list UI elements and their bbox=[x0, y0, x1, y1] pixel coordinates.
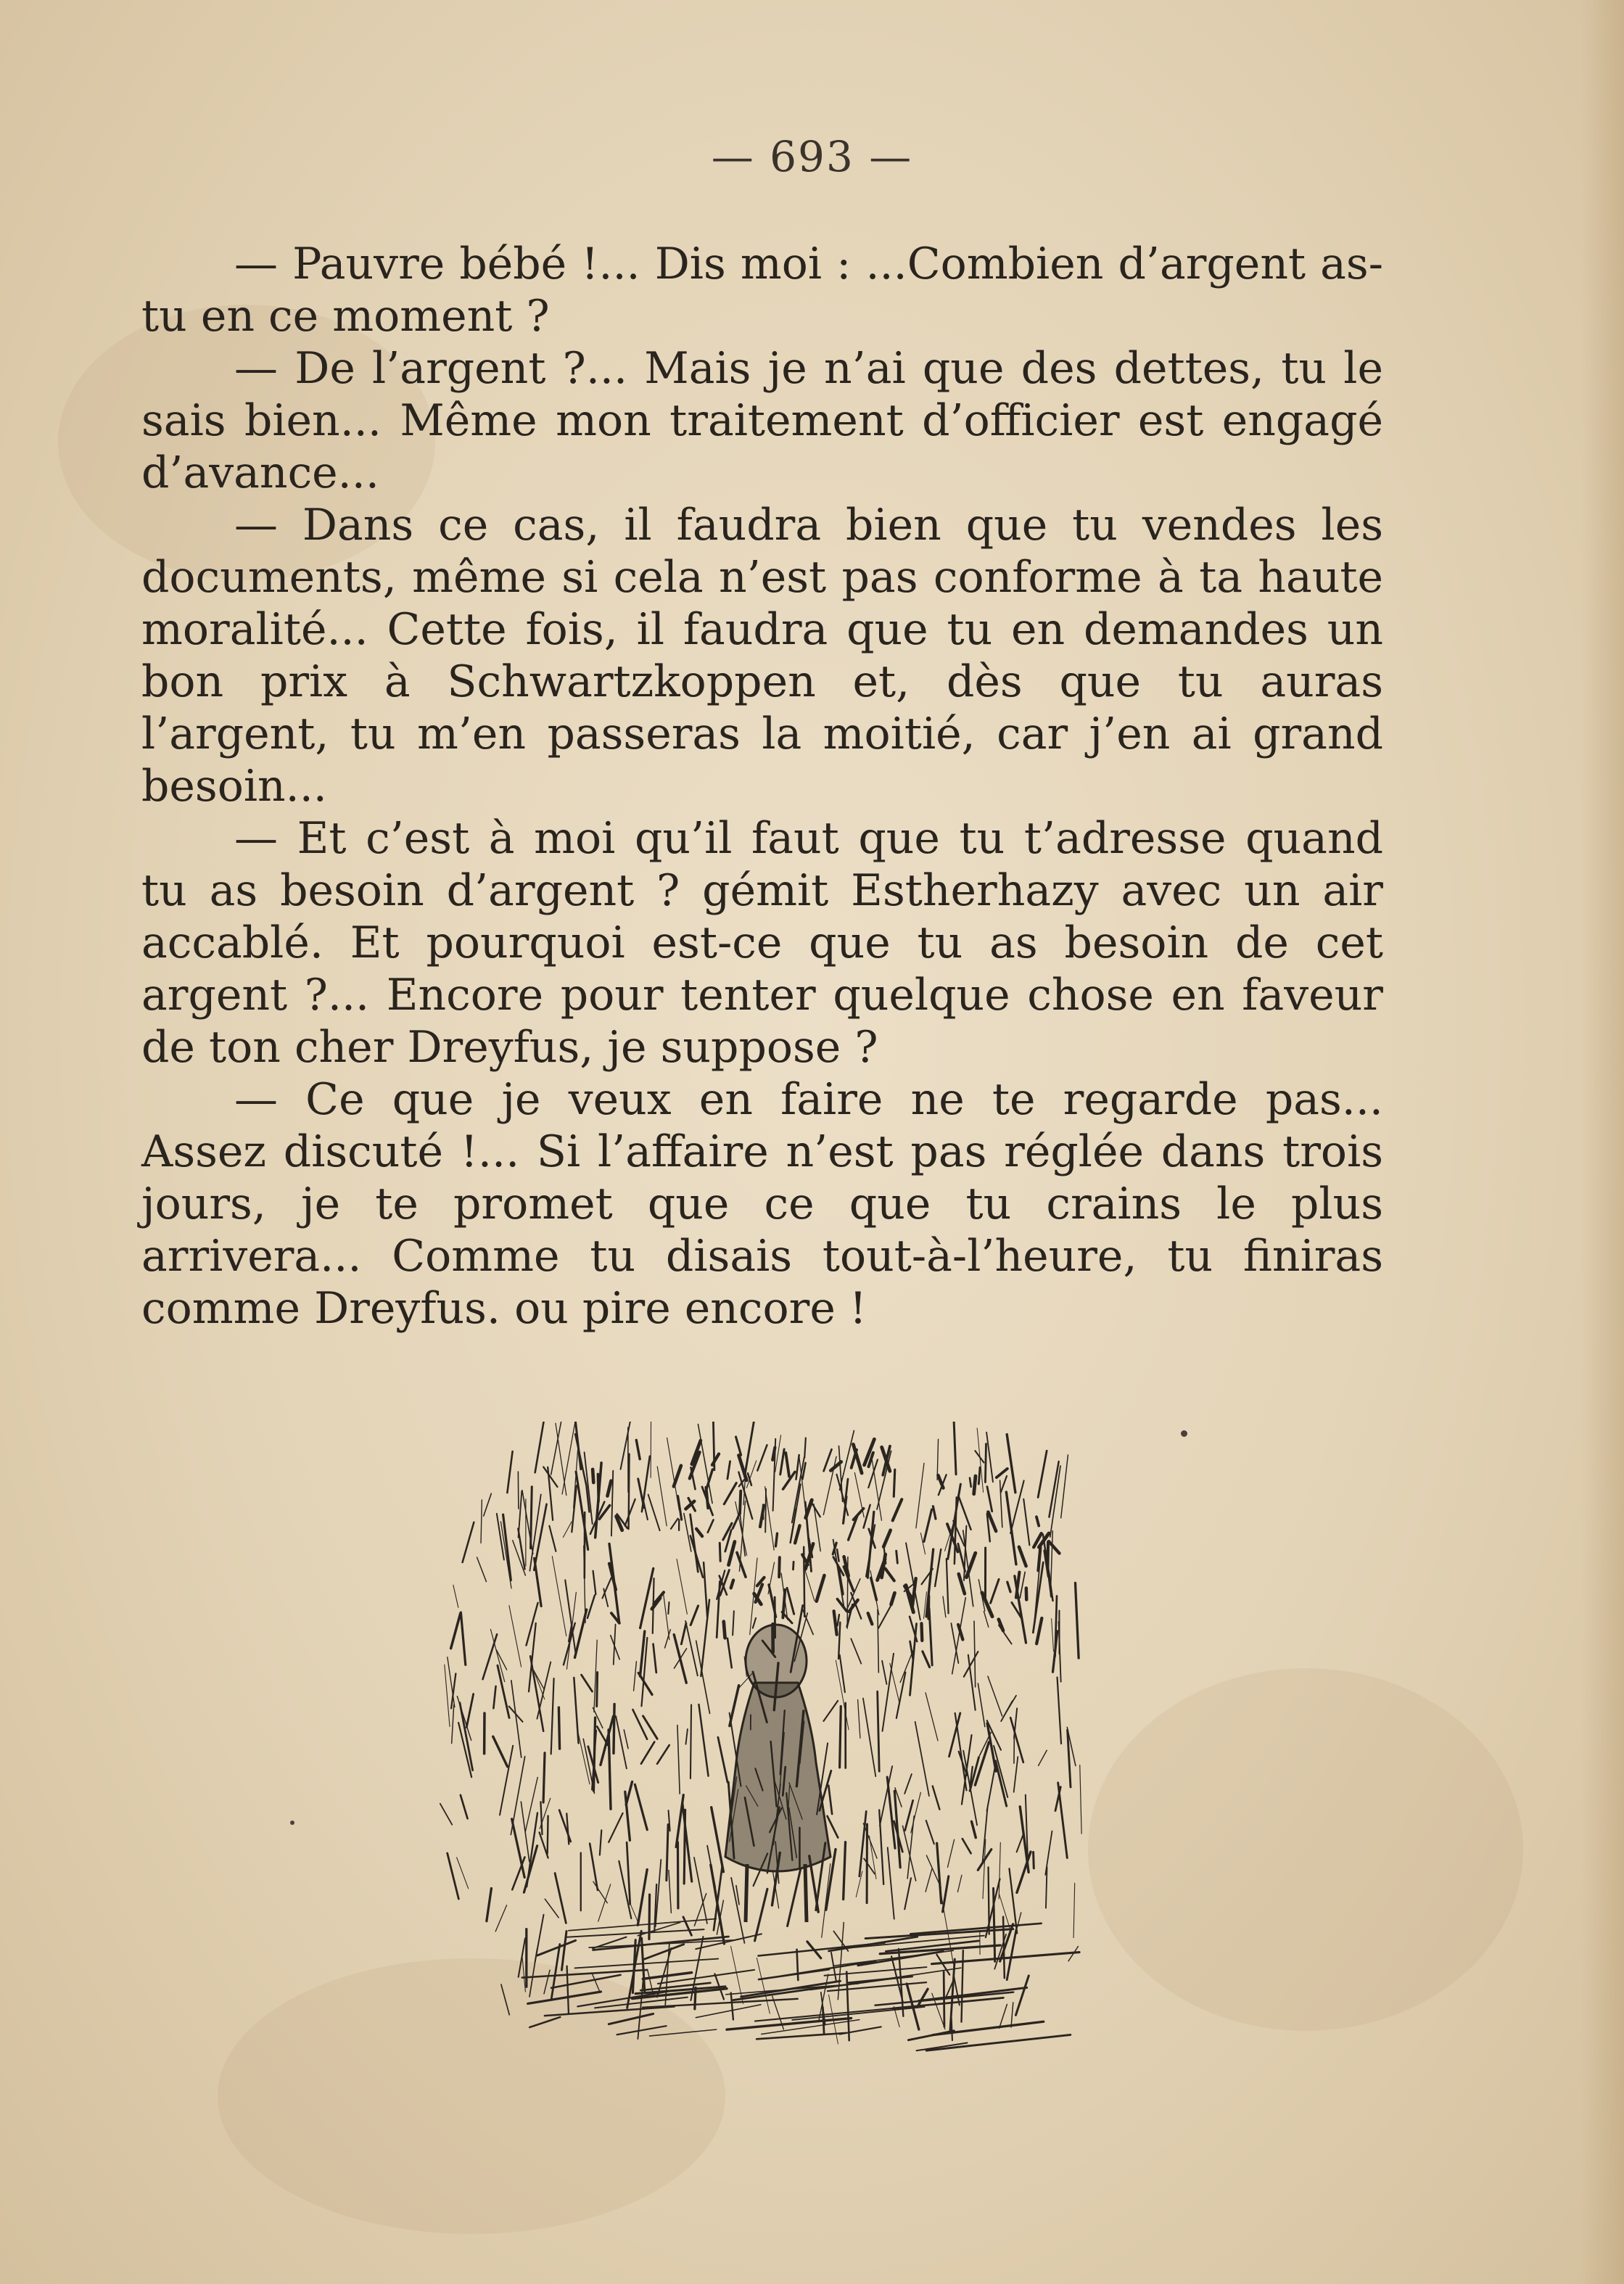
ground-hatch bbox=[551, 1975, 620, 1988]
foliage-stroke bbox=[999, 1620, 1003, 1630]
grass-stroke bbox=[685, 1729, 687, 1744]
grass-stroke bbox=[483, 1634, 498, 1679]
grass-stroke bbox=[451, 1613, 461, 1648]
grass-stroke bbox=[634, 1662, 637, 1691]
foliage-stroke bbox=[837, 1599, 846, 1612]
page-edge-shadow bbox=[1580, 0, 1624, 2284]
grass-stroke bbox=[530, 1656, 543, 1731]
foliage-stroke bbox=[817, 1575, 825, 1601]
ground-hatch bbox=[932, 1953, 1079, 1964]
grass-stroke bbox=[727, 1638, 732, 1668]
grass-stroke bbox=[1007, 1435, 1015, 1493]
foliage-stroke bbox=[938, 1475, 943, 1488]
ground-hatch bbox=[926, 2034, 1071, 2050]
foliage-stroke bbox=[724, 1622, 725, 1638]
grass-stroke bbox=[878, 1602, 892, 1628]
grass-stroke bbox=[712, 1807, 724, 1872]
grass-stroke bbox=[838, 1446, 842, 1502]
grass-stroke bbox=[1052, 1619, 1054, 1652]
grass-stroke bbox=[902, 1826, 915, 1881]
grass-stroke bbox=[957, 1875, 962, 1892]
foliage-stroke bbox=[779, 1557, 780, 1577]
grass-stroke bbox=[1080, 1765, 1081, 1834]
grass-stroke bbox=[448, 1657, 455, 1707]
grass-stroke bbox=[851, 1638, 861, 1663]
ground-hatch bbox=[782, 1961, 875, 1976]
grass-stroke bbox=[1016, 1913, 1021, 1931]
grass-stroke bbox=[757, 1445, 767, 1470]
grass-stroke bbox=[905, 1800, 913, 1830]
foliage-stroke bbox=[636, 1440, 640, 1459]
grass-stroke bbox=[838, 1623, 840, 1659]
foliage-stroke bbox=[787, 1588, 794, 1614]
grass-stroke bbox=[1010, 1480, 1023, 1533]
grass-stroke bbox=[838, 1922, 844, 1999]
grass-stroke bbox=[677, 1559, 687, 1615]
grass-stroke bbox=[988, 1676, 1002, 1716]
grass-stroke bbox=[691, 1514, 698, 1572]
body-text bbox=[141, 238, 1383, 1335]
ground-hatch bbox=[696, 2005, 761, 2018]
grass-stroke bbox=[551, 1678, 554, 1754]
grass-stroke bbox=[1061, 1455, 1068, 1518]
grass-stroke bbox=[858, 1699, 860, 1738]
grass-stroke bbox=[797, 1950, 799, 1980]
ink-speck bbox=[290, 1821, 294, 1825]
grass-stroke bbox=[978, 1683, 984, 1727]
grass-stroke bbox=[524, 1846, 537, 1892]
grass-stroke bbox=[457, 1858, 469, 1889]
foliage-stroke bbox=[824, 1449, 832, 1471]
ground-hatch bbox=[658, 1970, 754, 1984]
grass-stroke bbox=[566, 1813, 569, 1844]
grass-stroke bbox=[828, 1786, 832, 1814]
paragraph: — Ce que je veux en faire ne te regarde pas... Assez discuté !... Si l’affaire n’est pas réglée dans trois jours, je te promet que ce que tu crains le plus arrivera... Comme tu disais tout-à-l’heure, tu finiras comme Dreyfus. ou pire encore ! bbox=[141, 1074, 1383, 1334]
grass-stroke bbox=[1006, 1492, 1016, 1564]
grass-stroke bbox=[448, 1853, 459, 1899]
grass-stroke bbox=[1045, 1831, 1052, 1875]
grass-stroke bbox=[657, 1467, 667, 1526]
grass-stroke bbox=[495, 1905, 506, 1931]
foliage-stroke bbox=[674, 1466, 681, 1487]
grass-stroke bbox=[654, 1644, 656, 1673]
grass-stroke bbox=[918, 1989, 928, 2005]
ground-hatch bbox=[609, 2014, 653, 2024]
grass-stroke bbox=[972, 1821, 976, 1837]
grass-stroke bbox=[691, 1536, 703, 1578]
grass-stroke bbox=[840, 1707, 841, 1768]
grass-stroke bbox=[923, 1652, 930, 1667]
grass-stroke bbox=[768, 1562, 774, 1594]
foliage-stroke bbox=[853, 1509, 863, 1520]
grass-stroke bbox=[638, 1869, 647, 1925]
grass-stroke bbox=[937, 1843, 941, 1903]
grass-stroke bbox=[823, 1701, 838, 1721]
grass-stroke bbox=[915, 1722, 929, 1796]
grass-stroke bbox=[597, 1673, 598, 1707]
grass-stroke bbox=[943, 1596, 946, 1617]
foliage-stroke bbox=[1036, 1618, 1042, 1644]
ground-hatch bbox=[733, 1987, 826, 2000]
grass-stroke bbox=[582, 1675, 593, 1691]
grass-stroke bbox=[601, 1716, 614, 1765]
grass-stroke bbox=[540, 1802, 542, 1834]
grass-stroke bbox=[664, 1594, 669, 1640]
grass-stroke bbox=[600, 1830, 601, 1855]
foliage-stroke bbox=[891, 1593, 895, 1604]
grass-stroke bbox=[487, 1889, 492, 1921]
grass-stroke bbox=[543, 1467, 557, 1487]
ground-hatch bbox=[757, 2033, 846, 2039]
grass-stroke bbox=[863, 1823, 877, 1858]
ground-hatch bbox=[522, 1970, 647, 1978]
foliage-stroke bbox=[1019, 1547, 1026, 1566]
grass-stroke bbox=[565, 1580, 576, 1654]
foliage-stroke bbox=[780, 1449, 784, 1475]
grass-stroke bbox=[640, 1568, 654, 1628]
foliage-stroke bbox=[1007, 1582, 1010, 1592]
grass-stroke bbox=[947, 1839, 954, 1867]
grass-stroke bbox=[635, 1784, 647, 1829]
foliage-stroke bbox=[638, 1479, 644, 1508]
ground-hatch bbox=[644, 1945, 684, 1960]
grass-stroke bbox=[963, 1839, 971, 1853]
grass-stroke bbox=[999, 1895, 1010, 1928]
grass-stroke bbox=[529, 1949, 537, 1997]
foliage-stroke bbox=[893, 1499, 902, 1520]
grass-stroke bbox=[609, 1813, 622, 1842]
child-in-grass-engraving bbox=[435, 1422, 1102, 2074]
grass-stroke bbox=[822, 1864, 830, 1938]
grass-stroke bbox=[1017, 1835, 1023, 1852]
foliage-stroke bbox=[974, 1476, 976, 1494]
grass-stroke bbox=[503, 1514, 511, 1580]
grass-stroke bbox=[987, 1765, 996, 1811]
grass-stroke bbox=[731, 1993, 733, 2020]
grass-stroke bbox=[549, 1526, 556, 1551]
foliage-stroke bbox=[997, 1469, 1007, 1477]
foliage-stroke bbox=[731, 1580, 733, 1588]
foliage-stroke bbox=[894, 1469, 895, 1496]
grass-stroke bbox=[1023, 1499, 1029, 1546]
grass-stroke bbox=[453, 1585, 458, 1607]
ground-hatch bbox=[617, 2026, 666, 2034]
foliage-stroke bbox=[607, 1481, 611, 1496]
grass-stroke bbox=[452, 1704, 454, 1743]
grass-stroke bbox=[632, 1940, 635, 1993]
grass-stroke bbox=[904, 1774, 912, 1794]
grass-stroke bbox=[1058, 1783, 1068, 1858]
grass-stroke bbox=[878, 1691, 880, 1771]
grass-stroke bbox=[882, 1661, 886, 1684]
grass-stroke bbox=[552, 1557, 566, 1636]
grass-stroke bbox=[730, 1686, 739, 1726]
grass-stroke bbox=[531, 1487, 532, 1549]
grass-stroke bbox=[558, 1707, 559, 1749]
foliage-stroke bbox=[760, 1505, 764, 1527]
grass-stroke bbox=[1073, 1883, 1075, 1937]
ground-hatch bbox=[567, 1929, 704, 1937]
grass-stroke bbox=[755, 1889, 767, 1940]
grass-stroke bbox=[701, 1600, 709, 1676]
grass-stroke bbox=[461, 1795, 468, 1818]
foliage-stroke bbox=[883, 1530, 891, 1547]
ground-hatch bbox=[569, 1919, 716, 1931]
foliage-stroke bbox=[691, 1606, 698, 1625]
grass-stroke bbox=[996, 1761, 1007, 1806]
grass-stroke bbox=[535, 1422, 546, 1472]
grass-stroke bbox=[445, 1665, 450, 1726]
foliage-stroke bbox=[987, 1487, 992, 1512]
grass-stroke bbox=[648, 1495, 660, 1531]
paper-stain bbox=[1088, 1668, 1523, 2031]
grass-stroke bbox=[641, 1742, 654, 1764]
grass-stroke bbox=[481, 1500, 482, 1543]
grass-stroke bbox=[521, 1802, 529, 1862]
grass-stroke bbox=[592, 1973, 600, 1992]
ground-hatch bbox=[593, 1937, 729, 1950]
grass-stroke bbox=[788, 1868, 801, 1926]
ground-hatch bbox=[537, 1940, 576, 1955]
foliage-stroke bbox=[625, 1499, 635, 1526]
grass-stroke bbox=[935, 1549, 941, 1586]
foliage-stroke bbox=[740, 1491, 741, 1514]
grass-stroke bbox=[667, 1824, 668, 1880]
ground-hatch bbox=[528, 1992, 601, 2003]
foliage-stroke bbox=[834, 1611, 837, 1634]
grass-stroke bbox=[493, 1736, 508, 1766]
foliage-stroke bbox=[708, 1520, 714, 1532]
grass-stroke bbox=[519, 1938, 525, 1976]
grass-stroke bbox=[627, 1842, 630, 1904]
grass-stroke bbox=[698, 1704, 708, 1776]
grass-stroke bbox=[926, 1821, 934, 1844]
grass-stroke bbox=[674, 1635, 686, 1683]
grass-stroke bbox=[694, 1858, 707, 1924]
grass-stroke bbox=[926, 1693, 938, 1741]
foliage-stroke bbox=[753, 1618, 756, 1628]
grass-stroke bbox=[498, 1665, 509, 1718]
foliage-stroke bbox=[871, 1578, 877, 1600]
page-number: — 693 — bbox=[711, 132, 913, 181]
ground-hatch bbox=[919, 1987, 1027, 2000]
foliage-stroke bbox=[1016, 1572, 1019, 1598]
foliage-stroke bbox=[1001, 1476, 1007, 1492]
grass-stroke bbox=[986, 1432, 993, 1482]
grass-stroke bbox=[883, 1654, 894, 1731]
grass-stroke bbox=[593, 1718, 595, 1791]
ink-speck bbox=[1181, 1430, 1187, 1437]
grass-stroke bbox=[1011, 2003, 1013, 2027]
grass-stroke bbox=[745, 1422, 757, 1477]
foliage-stroke bbox=[786, 1453, 789, 1477]
grass-stroke bbox=[556, 1423, 566, 1495]
grass-stroke bbox=[683, 1917, 691, 1935]
grass-stroke bbox=[440, 1804, 452, 1825]
foliage-stroke bbox=[837, 1549, 838, 1561]
foliage-stroke bbox=[736, 1437, 741, 1455]
grass-stroke bbox=[632, 1710, 647, 1739]
foliage-stroke bbox=[978, 1467, 980, 1484]
grass-stroke bbox=[551, 1944, 560, 1999]
foliage-stroke bbox=[588, 1595, 595, 1617]
grass-stroke bbox=[904, 1878, 911, 1909]
grass-stroke bbox=[724, 1483, 736, 1504]
grass-stroke bbox=[543, 1753, 545, 1802]
grass-stroke bbox=[572, 1485, 577, 1532]
grass-stroke bbox=[1058, 1677, 1061, 1744]
grass-stroke bbox=[657, 1948, 671, 1997]
grass-stroke bbox=[616, 1716, 627, 1768]
grass-stroke bbox=[954, 1976, 960, 2005]
grass-stroke bbox=[994, 1888, 995, 1961]
grass-stroke bbox=[1038, 1451, 1047, 1497]
grass-stroke bbox=[888, 1847, 894, 1918]
grass-stroke bbox=[624, 1730, 628, 1749]
grass-stroke bbox=[563, 1522, 572, 1537]
grass-stroke bbox=[677, 1726, 680, 1794]
grass-stroke bbox=[621, 1422, 634, 1469]
grass-stroke bbox=[507, 1451, 512, 1493]
grass-stroke bbox=[1015, 1976, 1029, 2015]
foliage-stroke bbox=[668, 1602, 669, 1614]
foliage-stroke bbox=[737, 1552, 746, 1577]
grass-stroke bbox=[731, 1878, 744, 1943]
grass-stroke bbox=[926, 1869, 932, 1892]
ground-hatch bbox=[828, 1982, 926, 1991]
foliage-stroke bbox=[733, 1611, 734, 1635]
paragraph: — Et c’est à moi qu’il faut que tu t’adresse quand tu as besoin d’argent ? gémit Estherhazy avec un air accablé. Et pourquoi est-ce que tu as besoin de cet argent ?... Encore pour tenter quelque chose en faveur de ton cher Dreyfus, je suppose ? bbox=[141, 813, 1383, 1073]
foliage-stroke bbox=[671, 1519, 678, 1529]
grass-stroke bbox=[657, 1745, 669, 1764]
foliage-stroke bbox=[727, 1461, 730, 1479]
grass-stroke bbox=[534, 1504, 546, 1570]
paragraph: — Pauvre bébé !... Dis moi : ...Combien d’argent as-tu en ce moment ? bbox=[141, 239, 1383, 342]
grass-stroke bbox=[574, 1678, 578, 1743]
grass-stroke bbox=[501, 1984, 509, 2015]
grass-stroke bbox=[1020, 1572, 1025, 1598]
foliage-stroke bbox=[970, 1478, 971, 1487]
grass-stroke bbox=[860, 1811, 866, 1876]
grass-stroke bbox=[545, 1899, 558, 1918]
grass-stroke bbox=[685, 1621, 698, 1675]
grass-stroke bbox=[1076, 1583, 1079, 1658]
grass-stroke bbox=[731, 1946, 743, 2003]
grass-stroke bbox=[985, 1444, 986, 1483]
ground-hatch bbox=[792, 2007, 924, 2020]
grass-stroke bbox=[1010, 1718, 1023, 1763]
foliage-stroke bbox=[1036, 1517, 1039, 1525]
grass-stroke bbox=[999, 1842, 1000, 1899]
grass-stroke bbox=[567, 1966, 569, 2014]
grass-stroke bbox=[518, 1472, 519, 1509]
foliage-stroke bbox=[1049, 1541, 1060, 1553]
grass-stroke bbox=[911, 1792, 921, 1833]
grass-stroke bbox=[509, 1606, 522, 1667]
grass-stroke bbox=[512, 1819, 525, 1878]
grass-stroke bbox=[828, 1816, 838, 1838]
grass-stroke bbox=[844, 1842, 846, 1900]
foliage-stroke bbox=[897, 1551, 898, 1563]
grass-stroke bbox=[863, 1699, 875, 1777]
ground-hatch bbox=[529, 2017, 560, 2027]
foliage-stroke bbox=[696, 1529, 702, 1536]
grass-stroke bbox=[765, 1487, 774, 1551]
foliage-stroke bbox=[804, 1438, 806, 1457]
grass-stroke bbox=[669, 1871, 671, 1913]
grass-stroke bbox=[598, 1884, 611, 1921]
ground-hatch bbox=[865, 1929, 1013, 1939]
grass-stroke bbox=[999, 2004, 1007, 2028]
grass-stroke bbox=[466, 1694, 473, 1728]
grass-stroke bbox=[947, 1559, 949, 1613]
grass-stroke bbox=[804, 1566, 815, 1601]
grass-stroke bbox=[974, 1621, 976, 1687]
grass-stroke bbox=[548, 1467, 553, 1520]
grass-stroke bbox=[924, 1509, 932, 1541]
paragraph: — De l’argent ?... Mais je n’ai que des dettes, tu le sais bien... Même mon traitement d’officier est engagé d’avance... bbox=[141, 343, 1383, 498]
ground-hatch bbox=[758, 1943, 884, 1956]
foliage-stroke bbox=[681, 1623, 686, 1644]
grass-stroke bbox=[561, 1931, 566, 1971]
grass-stroke bbox=[718, 1737, 727, 1782]
grass-stroke bbox=[984, 1612, 988, 1628]
grass-stroke bbox=[609, 1730, 611, 1809]
foliage-stroke bbox=[868, 1613, 873, 1624]
grass-stroke bbox=[544, 1970, 550, 1994]
ground-hatch bbox=[545, 2007, 675, 2016]
foliage-stroke bbox=[838, 1615, 839, 1625]
grass-stroke bbox=[1039, 1750, 1047, 1765]
grass-stroke bbox=[704, 1562, 707, 1617]
grass-stroke bbox=[490, 1629, 504, 1681]
grass-stroke bbox=[537, 1662, 551, 1718]
foliage-stroke bbox=[933, 1506, 936, 1519]
foliage-stroke bbox=[795, 1525, 799, 1543]
grass-stroke bbox=[522, 1954, 526, 1992]
grass-stroke bbox=[958, 1496, 970, 1530]
foliage-stroke bbox=[593, 1571, 596, 1594]
foliage-stroke bbox=[729, 1542, 735, 1565]
grass-stroke bbox=[574, 1609, 586, 1657]
grass-stroke bbox=[933, 1786, 940, 1809]
foliage-stroke bbox=[921, 1623, 922, 1641]
grass-stroke bbox=[916, 1463, 924, 1528]
foliage-stroke bbox=[793, 1562, 794, 1570]
grass-stroke bbox=[943, 1876, 949, 1912]
paragraph: — Dans ce cas, il faudra bien que tu vendes les documents, même si cela n’est pas conforme à ta haute moralité... Cette fois, il faudra que tu en demandes un bon prix à Schwartzkoppen et, dès que tu auras l’argent, tu m’en passeras la moitié, car j’en ai grand besoin... bbox=[141, 500, 1383, 812]
grass-stroke bbox=[577, 1727, 590, 1784]
grass-stroke bbox=[877, 1451, 891, 1509]
grass-stroke bbox=[484, 1493, 492, 1516]
foliage-stroke bbox=[991, 1579, 999, 1603]
grass-stroke bbox=[493, 1686, 495, 1708]
grass-stroke bbox=[796, 1455, 799, 1480]
grass-stroke bbox=[1007, 1696, 1016, 1712]
grass-stroke bbox=[461, 1612, 465, 1665]
grass-stroke bbox=[477, 1557, 487, 1581]
foliage-stroke bbox=[958, 1543, 965, 1571]
foliage-stroke bbox=[706, 1488, 708, 1508]
grass-stroke bbox=[890, 1663, 899, 1703]
ground-hatch bbox=[650, 2029, 717, 2036]
foliage-stroke bbox=[775, 1533, 777, 1546]
grass-stroke bbox=[463, 1522, 474, 1562]
foliage-stroke bbox=[886, 1569, 894, 1581]
grass-stroke bbox=[953, 1422, 956, 1475]
